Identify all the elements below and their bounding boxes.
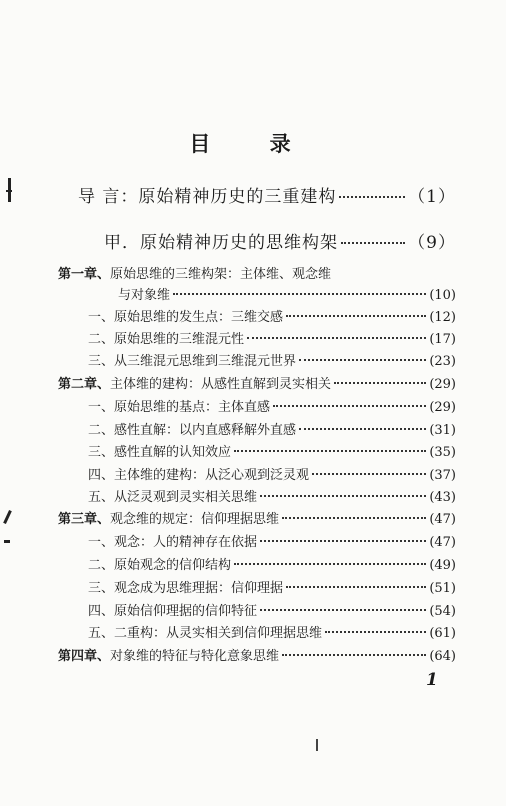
section-page: (43) [429, 490, 456, 505]
section-label: 五、从泛灵观到灵实相关思维 [88, 490, 258, 505]
section-page: (31) [429, 423, 456, 438]
toc-section[interactable] [88, 486, 456, 505]
toc-section[interactable] [88, 464, 456, 483]
chapter-number: 第三章、 [58, 512, 111, 527]
leader-dots [260, 495, 426, 497]
leader-dots [325, 631, 426, 633]
section-page: (17) [429, 332, 456, 347]
leader-dots [282, 654, 426, 656]
binding-mark [4, 540, 10, 543]
toc-chapter-2[interactable] [58, 373, 456, 392]
leader-dots [273, 405, 426, 407]
chapter-number: 第四章、 [58, 649, 111, 664]
toc-chapter-3[interactable] [58, 508, 456, 527]
section-label: 三、感性直解的认知效应 [88, 445, 232, 460]
section-page: (29) [429, 400, 456, 415]
section-page: (23) [429, 354, 456, 369]
leader-dots [339, 196, 405, 198]
chapter-number: 第二章、 [58, 377, 111, 392]
section-label: 二、感性直解：以内直感释解外直感 [88, 423, 297, 438]
chapter-page: (29) [429, 377, 456, 392]
toc-entry-page: （9） [408, 233, 456, 253]
chapter-title: 对象维的特征与特化意象思维 [110, 649, 280, 664]
section-label: 三、从三维混元思维到三维混元世界 [88, 354, 297, 369]
section-page: (61) [429, 626, 456, 641]
leader-dots [299, 428, 426, 430]
toc-section[interactable] [88, 622, 456, 641]
section-label: 四、主体维的建构：从泛心观到泛灵观 [88, 468, 310, 483]
binding-mark [3, 510, 12, 524]
toc-section[interactable] [88, 577, 456, 596]
toc-entry-intro[interactable] [78, 182, 456, 207]
section-page: (49) [429, 558, 456, 573]
toc-section[interactable] [88, 306, 456, 325]
toc-chapter-4[interactable] [58, 645, 456, 664]
section-label: 一、原始思维的发生点：三维交感 [88, 310, 284, 325]
chapter-title: 主体维的建构：从感性直解到灵实相关 [110, 377, 332, 392]
page-title: 目 录 [189, 131, 317, 156]
toc-section[interactable] [88, 554, 456, 573]
chapter-title: 观念维的规定：信仰理据思维 [110, 512, 280, 527]
section-label: 五、二重构：从灵实相关到信仰理据思维 [88, 626, 323, 641]
chapter-page: (47) [429, 512, 456, 527]
toc-chapter-1-cont[interactable] [118, 284, 456, 303]
toc-section[interactable] [88, 350, 456, 369]
chapter-number: 第一章、 [58, 267, 111, 282]
leader-dots [286, 315, 426, 317]
section-page: (47) [429, 535, 456, 550]
toc-section[interactable] [88, 419, 456, 438]
toc-chapter-1[interactable] [58, 263, 456, 282]
chapter-page: (10) [429, 288, 456, 303]
leader-dots [260, 609, 426, 611]
toc-entry-part[interactable] [104, 228, 456, 253]
leader-dots [173, 293, 426, 295]
leader-dots [234, 450, 426, 452]
leader-dots [299, 359, 426, 361]
leader-dots [282, 517, 426, 519]
section-label: 四、原始信仰理据的信仰特征 [88, 604, 258, 619]
leader-dots [234, 563, 426, 565]
leader-dots [334, 382, 426, 384]
scan-artifact [316, 739, 318, 751]
leader-dots [247, 337, 426, 339]
section-page: (54) [429, 604, 456, 619]
leader-dots [260, 540, 426, 542]
page-number: 1 [426, 670, 438, 690]
section-page: (12) [429, 310, 456, 325]
binding-mark [6, 190, 12, 192]
toc-section[interactable] [88, 600, 456, 619]
section-page: (51) [429, 581, 456, 596]
toc-section[interactable] [88, 396, 456, 415]
toc-entry-label: 甲．原始精神历史的思维构架 [104, 233, 338, 253]
leader-dots [286, 586, 426, 588]
chapter-page: (64) [429, 649, 456, 664]
leader-dots [341, 242, 405, 244]
toc-section[interactable] [88, 328, 456, 347]
section-page: (37) [429, 468, 456, 483]
toc-section[interactable] [88, 441, 456, 460]
toc-entry-page: （1） [408, 187, 456, 207]
toc-entry-label: 导 言：原始精神历史的三重建构 [78, 187, 337, 207]
section-label: 二、原始观念的信仰结构 [88, 558, 232, 573]
section-label: 一、观念：人的精神存在依据 [88, 535, 258, 550]
chapter-title-continuation: 与对象维 [118, 288, 171, 303]
section-label: 一、原始思维的基点：主体直感 [88, 400, 271, 415]
section-page: (35) [429, 445, 456, 460]
section-label: 三、观念成为思维理据：信仰理据 [88, 581, 284, 596]
leader-dots [312, 473, 426, 475]
chapter-title: 原始思维的三维构架：主体维、观念维 [110, 267, 332, 282]
toc-section[interactable] [88, 531, 456, 550]
section-label: 二、原始思维的三维混元性 [88, 332, 245, 347]
